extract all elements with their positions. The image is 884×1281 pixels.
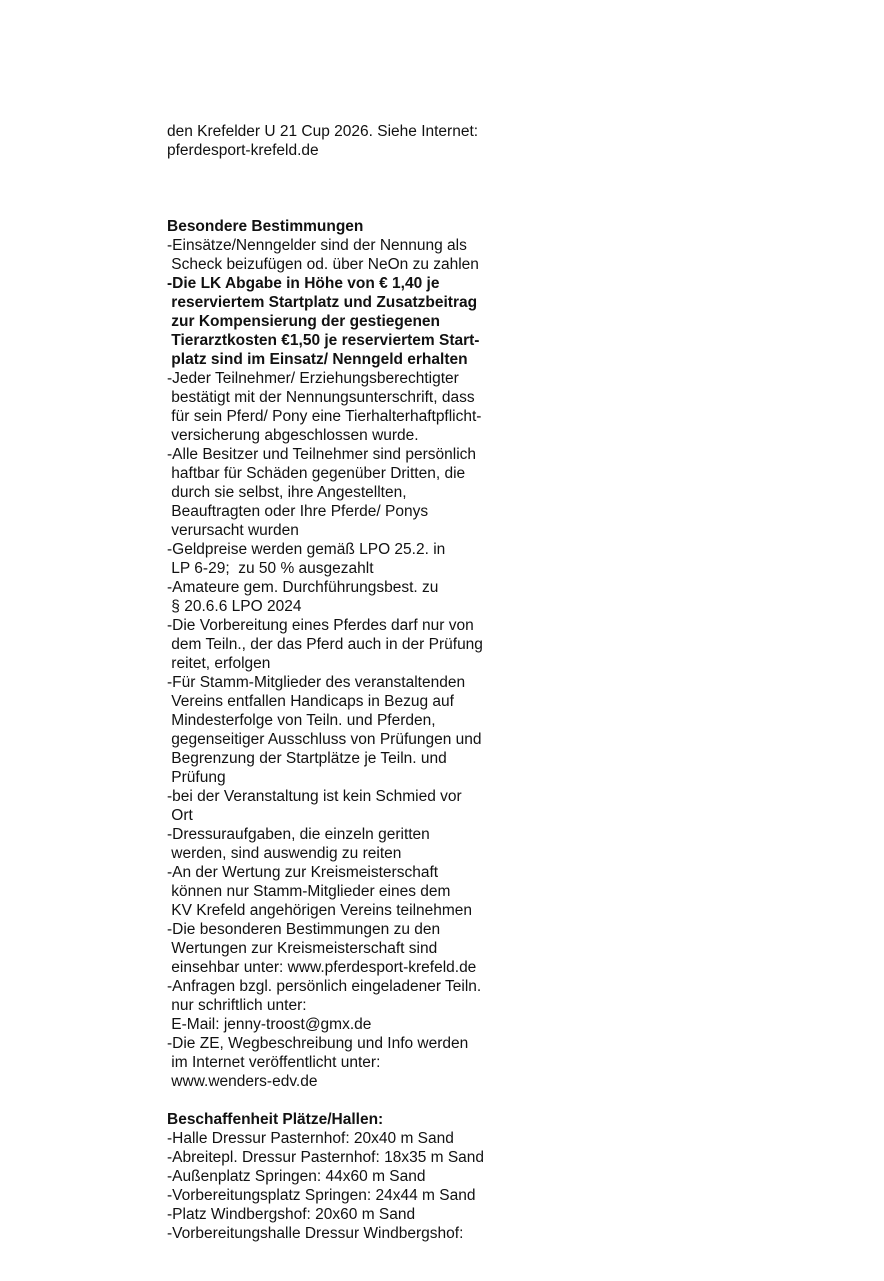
text-line: durch sie selbst, ihre Angestellten, [167,484,407,501]
text-line: einsehbar unter: www.pferdesport-krefeld.de [167,959,477,976]
text-line: Scheck beizufügen od. über NeOn zu zahlen [167,256,479,273]
intro-paragraph [167,122,484,160]
text-line: Mindesterfolge von Teiln. und Pferden, [167,712,436,729]
text-line: platz sind im Einsatz/ Nenngeld erhalten [167,351,468,368]
sections-container [167,217,484,1243]
text-line: im Internet veröffentlicht unter: [167,1054,381,1071]
intro-line: den Krefelder U 21 Cup 2026. Siehe Internet: [167,123,479,140]
text-line: -Geldpreise werden gemäß LPO 25.2. in [167,541,446,558]
text-line: -Alle Besitzer und Teilnehmer sind persönlich [167,446,477,463]
text-line: Vereins entfallen Handicaps in Bezug auf [167,693,454,710]
text-line: bestätigt mit der Nennungsunterschrift, dass [167,389,475,406]
text-line: -Die LK Abgabe in Höhe von € 1,40 je [167,275,440,292]
text-line: dem Teiln., der das Pferd auch in der Prüfung [167,636,483,653]
text-line: -Vorbereitungshalle Dressur Windbergshof: [167,1225,464,1242]
text-column [167,84,484,1281]
text-line: www.wenders-edv.de [167,1073,318,1090]
text-line: -Halle Dressur Pasternhof: 20x40 m Sand [167,1130,454,1147]
text-line: KV Krefeld angehörigen Vereins teilnehmen [167,902,473,919]
text-line: nur schriftlich unter: [167,997,307,1014]
section-heading: Besondere Bestimmungen [167,218,364,235]
text-line: -Die ZE, Wegbeschreibung und Info werden [167,1035,469,1052]
text-line: Tierarztkosten €1,50 je reserviertem Start- [167,332,480,349]
text-line: Wertungen zur Kreismeisterschaft sind [167,940,438,957]
text-line: Prüfung [167,769,226,786]
text-line: -Die Vorbereitung eines Pferdes darf nur von [167,617,474,634]
text-line: Begrenzung der Startplätze je Teiln. und [167,750,447,767]
section-heading: Beschaffenheit Plätze/Hallen: [167,1111,384,1128]
text-line: -Einsätze/Nenngelder sind der Nennung als [167,237,467,254]
text-line: -Dressuraufgaben, die einzeln geritten [167,826,430,843]
text-line: gegenseitiger Ausschluss von Prüfungen und [167,731,482,748]
text-line: -Anfragen bzgl. persönlich eingeladener Teiln. [167,978,482,995]
text-line: Beauftragten oder Ihre Pferde/ Ponys [167,503,429,520]
intro-line: pferdesport-krefeld.de [167,142,319,159]
text-line: -bei der Veranstaltung ist kein Schmied vor [167,788,462,805]
document-section [167,1110,484,1243]
text-line: Ort [167,807,193,824]
text-line: versicherung abgeschlossen wurde. [167,427,419,444]
text-line: zur Kompensierung der gestiegenen [167,313,441,330]
text-line: -Vorbereitungsplatz Springen: 24x44 m Sand [167,1187,476,1204]
text-line: -An der Wertung zur Kreismeisterschaft [167,864,439,881]
text-line: -Platz Windbergshof: 20x60 m Sand [167,1206,416,1223]
text-line: reserviertem Startplatz und Zusatzbeitrag [167,294,478,311]
text-line: -Die besonderen Bestimmungen zu den [167,921,441,938]
text-line: -Amateure gem. Durchführungsbest. zu [167,579,439,596]
text-line: LP 6-29; zu 50 % ausgezahlt [167,560,374,577]
text-line: reitet, erfolgen [167,655,271,672]
text-line: für sein Pferd/ Pony eine Tierhalterhaftpflicht- [167,408,482,425]
text-line: verursacht wurden [167,522,299,539]
text-line: -Abreitepl. Dressur Pasternhof: 18x35 m Sand [167,1149,485,1166]
text-line: § 20.6.6 LPO 2024 [167,598,302,615]
document-section [167,217,484,1091]
text-line: werden, sind auswendig zu reiten [167,845,402,862]
text-line: -Jeder Teilnehmer/ Erziehungsberechtigter [167,370,459,387]
text-line: -Außenplatz Springen: 44x60 m Sand [167,1168,426,1185]
text-line: -Für Stamm-Mitglieder des veranstaltenden [167,674,466,691]
text-line: E-Mail: jenny-troost@gmx.de [167,1016,372,1033]
text-line: können nur Stamm-Mitglieder eines dem [167,883,451,900]
text-line: haftbar für Schäden gegenüber Dritten, die [167,465,466,482]
